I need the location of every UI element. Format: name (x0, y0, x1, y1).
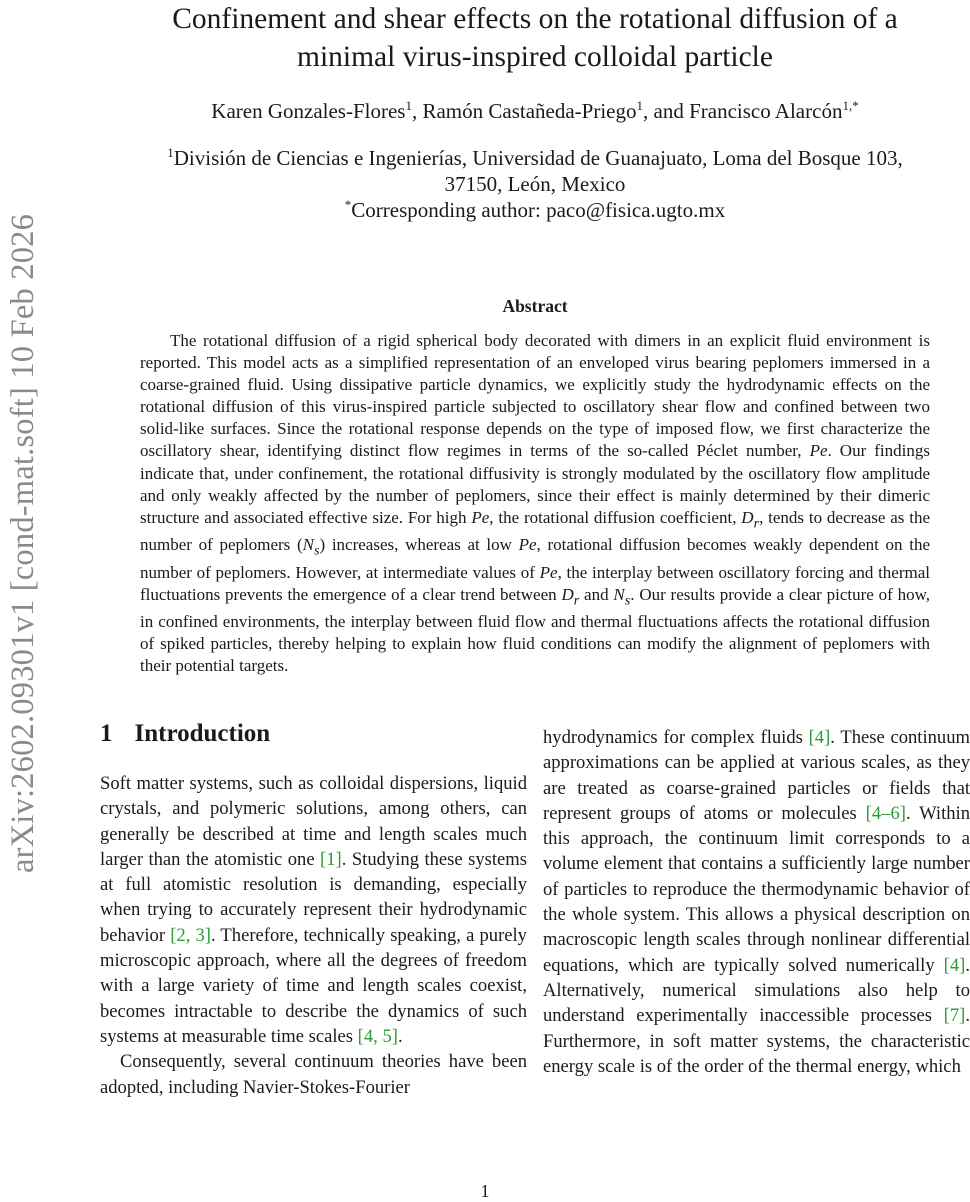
math-r: r (573, 592, 580, 609)
author-and: and (653, 99, 684, 123)
section-title: Introduction (134, 720, 271, 747)
math-d: D (741, 507, 754, 527)
abstract-text: and (584, 584, 609, 604)
body-text: . Within this approach, the continuum limit corresponds to a volume element that contains a sufficiently large number of particles to reproduce the thermodynamic behavior of the whole system. This allows a physical description on macroscopic length scales through nonlinear differential equations, which are typically solved numerically (543, 802, 970, 976)
math-n: N (302, 535, 314, 555)
math-s: s (313, 542, 320, 559)
affiliation-marker: 1 (167, 145, 174, 160)
abstract-text: . Our findings indicate that, under confinement, the rotational diffusivity is strongly modulated by the oscillatory flow amplitude and only weakly affected by the number of peplomers, since their effect is mainly determined by their dimeric structure and associated effective size. For high (140, 441, 930, 527)
author-list: Karen Gonzales-Flores$^1$, Ramón Castañeda-Priego$^1$, and Francisco Alarcón$^{1,*}$ (211, 98, 859, 123)
body-text: . Studying these systems at full atomistic resolution is demanding, especially when trying to accurately represent their hydrodynamic behavior (100, 848, 527, 946)
body-text: Soft matter systems, such as colloidal dispersions, liquid crystals, and polymeric solutions, among others, can generally be described at time and length scales much larger than the atomistic one (100, 773, 527, 870)
author-2: Ramón Castañeda-Priego (422, 99, 637, 123)
math-pe: Pe (518, 535, 537, 555)
corresponding-marker: * (344, 197, 352, 212)
abstract-body (140, 330, 930, 678)
abstract-text: , rotational diffusion becomes weakly dependent on the number of peplomers. However, at intermediate values of (140, 535, 930, 582)
body-text: . Therefore, technically speaking, a purely microscopic approach, where all the degrees of freedom with a large variety of time and length scales coexist, becomes intractable to describe the dynamics of such systems at measurable time scales (100, 924, 527, 1047)
math-r: r (753, 515, 760, 532)
math-pe: Pe (539, 562, 558, 582)
left-column (100, 771, 527, 1100)
citation-link[interactable]: [4] (943, 954, 966, 976)
page-number: 1 (480, 1181, 490, 1201)
section-heading (100, 720, 270, 748)
citation-link[interactable]: [4, 5] (357, 1025, 398, 1047)
math-d: D (561, 584, 574, 604)
citation-link[interactable]: [1] (320, 848, 342, 870)
section-number: 1 (100, 720, 113, 747)
abstract-text: . Our results provide a clear picture of how, in confined environments, the interplay between fluid flow and thermal fluctuations affects the rotational diffusion of spiked particles, thereby helping to explain how fluid conditions can modify the alignment of peplomers with their potential targets. (140, 584, 931, 676)
abstract-text: ) increases, whereas at low (319, 535, 512, 555)
abstract-text: The rotational diffusion of a rigid spherical body decorated with dimers in an explicit fluid environment is reported. This model acts as a simplified representation of an enveloped virus bearing peplomers immersed in a coarse-grained fluid. Using dissipative particle dynamics, we explicitly study the hydrodynamic effects on the rotational diffusion of this virus-inspired particle subjected to oscillatory shear flow and confined between two solid-like surfaces. Since the rotational response depends on the type of imposed flow, we first characterize the oscillatory shear, identifying distinct flow regimes in terms of the so-called Péclet number, (140, 331, 930, 461)
body-text: . Alternatively, numerical simulations also help to understand experimentally inaccessible processes (543, 954, 970, 1027)
math-pe: Pe (471, 507, 490, 527)
abstract-text: , the interplay between oscillatory forcing and thermal fluctuations prevents the emergence of a clear trend between (140, 562, 930, 604)
math-s: s (624, 592, 631, 609)
arxiv-sidebar (6, 158, 42, 928)
arxiv-identifier: arXiv:2602.09301v1 [cond-mat.soft] 10 Feb 2026 (5, 213, 42, 873)
body-text: Consequently, several continuum theories have been adopted, including Navier-Stokes-Fourier (100, 1051, 527, 1098)
paper-title (90, 0, 970, 76)
math-pe: Pe (809, 441, 828, 461)
title-line-2: minimal virus-inspired colloidal particle (297, 41, 773, 73)
author-2-affil: 1 (636, 98, 643, 113)
citation-link[interactable]: [4–6] (865, 802, 906, 824)
paragraph (100, 1049, 527, 1100)
paragraph (100, 771, 527, 1049)
math-n: N (613, 584, 625, 604)
citation-link[interactable]: [7] (943, 1005, 966, 1027)
right-column (543, 725, 970, 1079)
body-text: hydrodynamics for complex fluids (543, 727, 803, 748)
citation-link[interactable]: [2, 3] (170, 924, 211, 946)
title-line-1: Confinement and shear effects on the rotational diffusion of a (172, 3, 898, 35)
paragraph (543, 725, 970, 1079)
author-1: Karen Gonzales-Flores (211, 99, 406, 123)
citation-link[interactable]: [4] (808, 727, 831, 748)
abstract-text: , the rotational diffusion coefficient, (489, 507, 737, 527)
author-1-affil: 1 (405, 98, 412, 113)
affiliation-line-1: División de Ciencias e Ingenierías, Universidad de Guanajuato, Loma del Bosque 103, (173, 146, 903, 170)
author-3: Francisco Alarcón (689, 99, 843, 123)
author-3-affil: 1,* (842, 98, 859, 113)
body-text: . These continuum approximations can be applied at various scales, as they are treated as coarse-grained particles or fields that represent groups of atoms or molecules (543, 727, 970, 824)
body-text: . Furthermore, in soft matter systems, the characteristic energy scale is of the order of the thermal energy, which (543, 1005, 970, 1077)
affiliation-line-2: 37150, León, Mexico (444, 172, 626, 196)
abstract-heading: Abstract (502, 296, 568, 316)
affiliation-block (90, 145, 970, 223)
body-text: . (397, 1025, 403, 1047)
abstract-text: , tends to decrease as the number of peplomers ( (140, 507, 931, 555)
corresponding-author: Corresponding author: paco@fisica.ugto.mx (351, 198, 726, 222)
